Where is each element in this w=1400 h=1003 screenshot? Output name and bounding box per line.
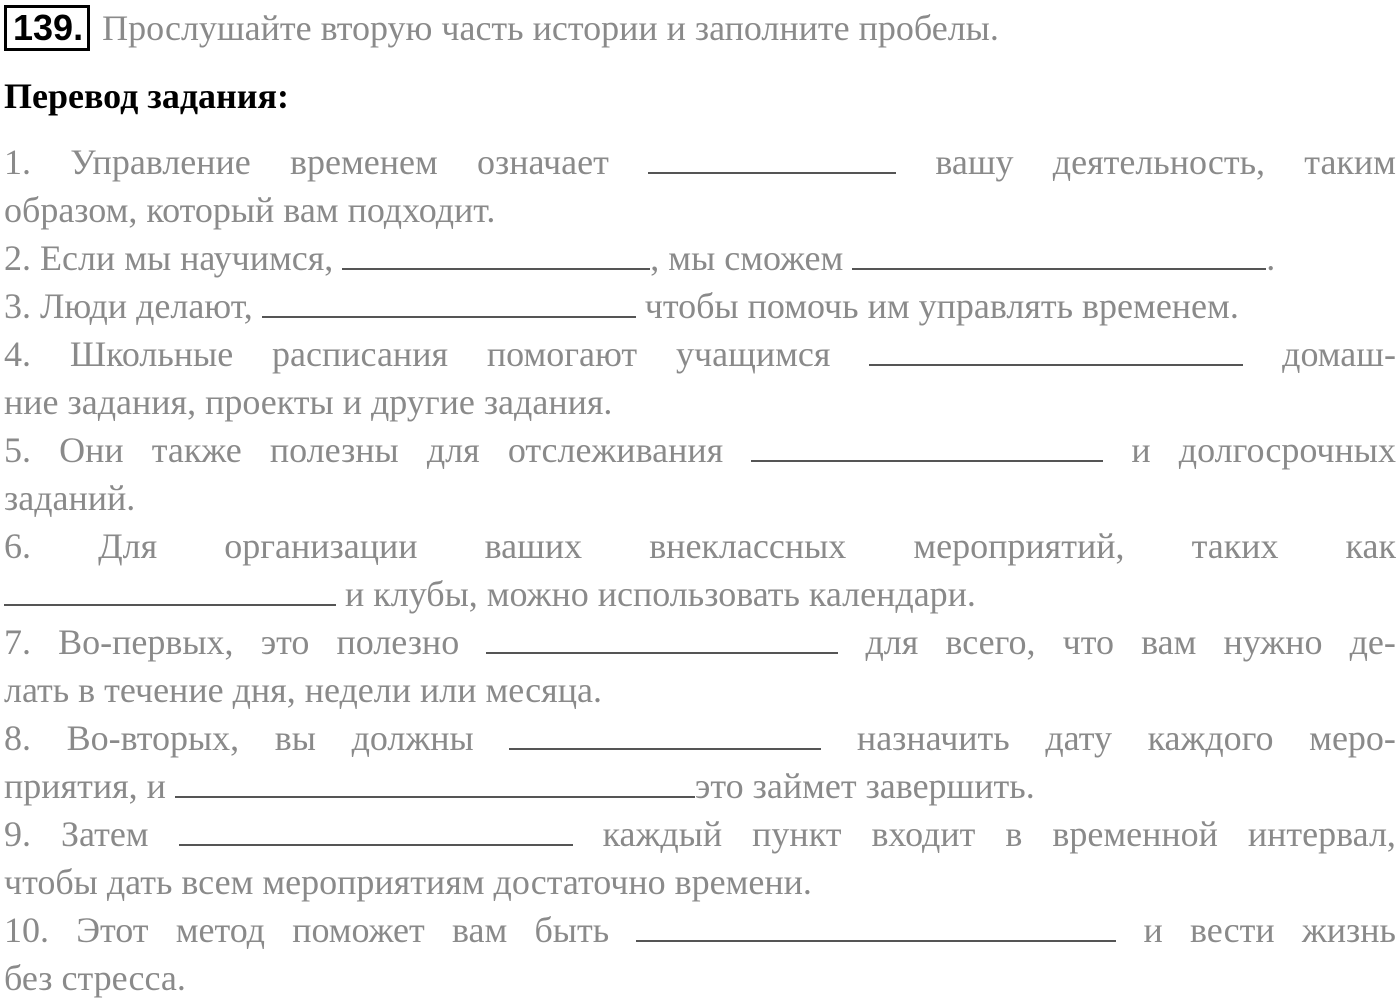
- item-line: лать в течение дня, недели или месяца.: [4, 670, 602, 710]
- answer-blank[interactable]: [648, 138, 896, 174]
- item-line: 3. Люди делают, чтобы помочь им управлять временем.: [4, 282, 1396, 330]
- answer-blank[interactable]: [179, 810, 573, 846]
- item-line: приятия, и это займет завершить.: [4, 762, 1396, 810]
- exercise-item-3: [4, 282, 1396, 330]
- answer-blank[interactable]: [486, 618, 838, 654]
- exercise-item-5: [4, 426, 1396, 522]
- item-line: 1. Управление временем означает вашу деятельность, таким: [4, 138, 1396, 186]
- exercise-item-4: [4, 330, 1396, 426]
- answer-blank[interactable]: [262, 282, 636, 318]
- item-line: 2. Если мы научимся, , мы сможем .: [4, 234, 1396, 282]
- item-line: 9. Затем каждый пункт входит в временной интервал,: [4, 810, 1396, 858]
- item-line: образом, который вам подходит.: [4, 190, 496, 230]
- item-line: 8. Во-вторых, вы должны назначить дату каждого меро-: [4, 714, 1396, 762]
- exercise-item-9: [4, 810, 1396, 906]
- item-line: 5. Они также полезны для отслеживания и долгосрочных: [4, 426, 1396, 474]
- answer-blank[interactable]: [869, 330, 1243, 366]
- answer-blank[interactable]: [342, 234, 650, 270]
- item-line: 7. Во-первых, это полезно для всего, что вам нужно де-: [4, 618, 1396, 666]
- item-line: 4. Школьные расписания помогают учащимся домаш-: [4, 330, 1396, 378]
- section-title: Перевод задания:: [4, 76, 289, 116]
- task-instruction: Прослушайте вторую часть истории и заполните пробелы.: [102, 8, 999, 48]
- answer-blank[interactable]: [4, 570, 336, 606]
- exercise-item-8: [4, 714, 1396, 810]
- exercise-item-10: [4, 906, 1396, 1002]
- exercise-list: [4, 138, 1396, 1002]
- item-line: заданий.: [4, 478, 136, 518]
- answer-blank[interactable]: [852, 234, 1266, 270]
- exercise-item-2: [4, 234, 1396, 282]
- answer-blank[interactable]: [175, 762, 695, 798]
- item-line: 6. Для организации ваших внеклассных мероприятий, таких как: [4, 526, 1396, 566]
- answer-blank[interactable]: [751, 426, 1103, 462]
- answer-blank[interactable]: [509, 714, 821, 750]
- exercise-item-1: [4, 138, 1396, 234]
- task-header: [4, 4, 999, 52]
- item-line: ние задания, проекты и другие задания.: [4, 382, 613, 422]
- task-number-box: 139.: [4, 5, 90, 51]
- exercise-item-6: [4, 522, 1396, 618]
- item-line: без стресса.: [4, 958, 186, 998]
- answer-blank[interactable]: [636, 906, 1116, 942]
- item-line: чтобы дать всем мероприятиям достаточно времени.: [4, 862, 812, 902]
- item-line: и клубы, можно использовать календари.: [4, 570, 1396, 618]
- exercise-item-7: [4, 618, 1396, 714]
- item-line: 10. Этот метод поможет вам быть и вести жизнь: [4, 906, 1396, 954]
